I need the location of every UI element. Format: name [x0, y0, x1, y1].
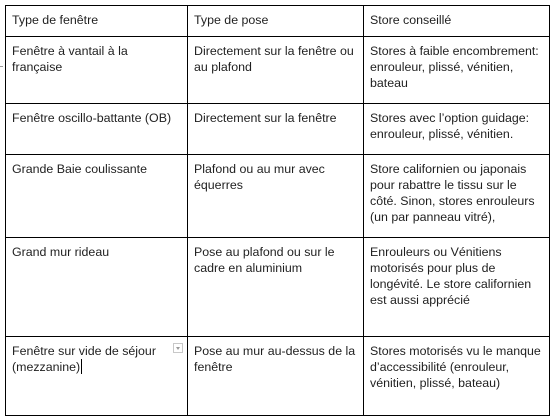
table-cell[interactable]: Stores motorisés vu le manque d’accessibilité (enrouleur, vénitien, plissé, bateau)	[364, 337, 550, 416]
table-cell[interactable]: Pose au mur au-dessus de la fenêtre	[188, 337, 364, 416]
table-cell[interactable]: Directement sur la fenêtre	[188, 104, 364, 155]
table-cell[interactable]: Fenêtre à vantail à la française	[6, 37, 188, 104]
header-cell-recommended-blind[interactable]: Store conseillé	[364, 6, 550, 37]
window-blinds-table	[5, 5, 550, 416]
table-row	[6, 337, 550, 416]
table-row	[6, 104, 550, 155]
table-cell[interactable]: Grande Baie coulissante	[6, 155, 188, 238]
table-row	[6, 37, 550, 104]
text-cursor	[81, 359, 82, 374]
table-cell[interactable]: Enrouleurs ou Vénitiens motorisés pour plus de longévité. Le store californien est aussi apprécié	[364, 238, 550, 337]
table-row	[6, 238, 550, 337]
table-cell[interactable]: Stores à faible encombrement: enrouleur, plissé, vénitien, bateau	[364, 37, 550, 104]
table-cell[interactable]: Pose au plafond ou sur le cadre en aluminium	[188, 238, 364, 337]
table-cell[interactable]: Stores avec l’option guidage: enrouleur, plissé, vénitien.	[364, 104, 550, 155]
header-cell-installation-type[interactable]: Type de pose	[188, 6, 364, 37]
header-cell-window-type[interactable]: Type de fenêtre	[6, 6, 188, 37]
table-cell-active[interactable]	[6, 337, 188, 416]
cell-text: Fenêtre sur vide de séjour (mezzanine)	[12, 344, 156, 374]
table-cell[interactable]: Store californien ou japonais pour rabattre le tissu sur le côté. Sinon, stores enrouleurs (un par panneau vitré),	[364, 155, 550, 238]
table-cell[interactable]: Grand mur rideau	[6, 238, 188, 337]
chevron-down-icon[interactable]	[173, 343, 183, 353]
cell-content	[12, 343, 181, 375]
table-header-row	[6, 6, 550, 37]
table-cell[interactable]: Directement sur la fenêtre ou au plafond	[188, 37, 364, 104]
margin-marker	[0, 66, 3, 67]
table-cell[interactable]: Plafond ou au mur avec équerres	[188, 155, 364, 238]
table-cell[interactable]: Fenêtre oscillo-battante (OB)	[6, 104, 188, 155]
table-row	[6, 155, 550, 238]
